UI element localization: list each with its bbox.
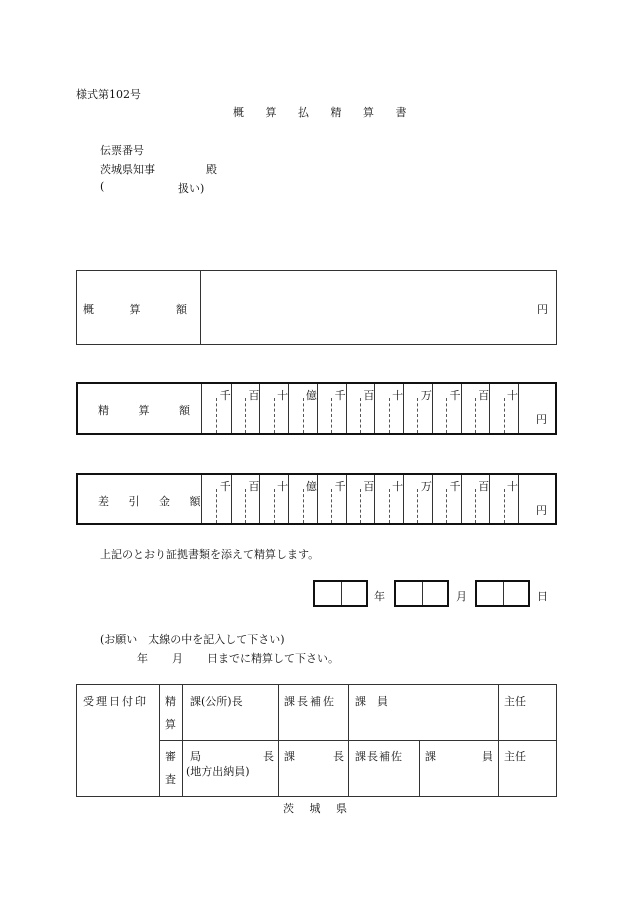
digit-place-label: 千 [334, 480, 346, 493]
day-label: 日 [537, 590, 548, 603]
digit-place-label: 千 [449, 480, 461, 493]
digit-subdivider [216, 398, 217, 433]
approx-amount-box [76, 270, 557, 345]
digit-divider [288, 475, 289, 523]
deadline-text: 日までに精算して下さい。 [207, 652, 339, 665]
audit-label-b: 査 [165, 773, 176, 786]
digit-divider [317, 384, 318, 433]
bureau-chief-label-b: 長 [263, 750, 274, 763]
supervisor-label-2: 主任 [504, 750, 526, 763]
digit-place-label: 千 [449, 389, 461, 402]
digit-divider [288, 384, 289, 433]
digit-divider [403, 384, 404, 433]
digit-divider [374, 384, 375, 433]
digit-divider [231, 475, 232, 523]
deadline-month: 月 [172, 652, 183, 665]
digit-place-label: 百 [248, 480, 260, 493]
digit-subdivider [303, 489, 304, 523]
difference-amount-label: 差 引 金 額 [98, 495, 209, 508]
digit-place-label: 十 [392, 389, 404, 402]
digit-divider [403, 475, 404, 523]
digit-divider [231, 384, 232, 433]
supervisor-label: 主任 [504, 695, 526, 708]
section-chief-label-b: 長 [333, 750, 344, 763]
digit-subdivider [475, 398, 476, 433]
section-chief-label-a: 課 [284, 750, 295, 763]
digit-subdivider [504, 398, 505, 433]
year-label: 年 [374, 590, 385, 603]
difference-amount-unit: 円 [536, 504, 547, 517]
digit-divider [489, 384, 490, 433]
digit-divider [432, 475, 433, 523]
settled-amount-label: 精 算 額 [98, 404, 203, 417]
digit-place-label: 百 [363, 389, 375, 402]
digit-subdivider [504, 489, 505, 523]
addressee: 茨城県知事 [100, 163, 155, 176]
digit-place-label: 千 [219, 389, 231, 402]
digit-place-label: 億 [305, 480, 317, 493]
digit-place-label: 百 [478, 480, 490, 493]
digit-place-label: 万 [420, 389, 432, 402]
bureau-chief-label-a: 局 [190, 750, 201, 763]
honorific: 殿 [206, 163, 217, 176]
approval-table [76, 684, 557, 797]
digit-place-label: 百 [363, 480, 375, 493]
digit-place-label: 十 [392, 480, 404, 493]
settle-label-b: 算 [165, 718, 176, 731]
digit-subdivider [274, 398, 275, 433]
digit-subdivider [446, 489, 447, 523]
staff-label-a: 課 [425, 750, 436, 763]
audit-label-a: 審 [165, 750, 176, 763]
digit-divider [317, 475, 318, 523]
digit-divider [259, 384, 260, 433]
unit-divider [518, 475, 519, 523]
handling-open: ( [100, 180, 105, 193]
request-note: (お願い 太線の中を記入して下さい) [100, 633, 285, 646]
digit-subdivider [303, 398, 304, 433]
slip-number-label: 伝票番号 [100, 144, 144, 157]
digit-divider [259, 475, 260, 523]
digit-subdivider [245, 489, 246, 523]
digit-place-label: 千 [334, 389, 346, 402]
digit-subdivider [417, 489, 418, 523]
digit-place-label: 十 [507, 389, 518, 402]
digit-divider [346, 475, 347, 523]
approx-amount-unit: 円 [537, 303, 548, 316]
deputy-chief-label: 課長補佐 [284, 695, 336, 708]
deadline-year: 年 [137, 652, 148, 665]
staff-label-b: 員 [482, 750, 493, 763]
settled-amount-unit: 円 [536, 413, 547, 426]
digit-divider [461, 475, 462, 523]
local-treasurer-label: (地方出納員) [186, 765, 250, 778]
month-label: 月 [456, 590, 467, 603]
digit-place-label: 万 [420, 480, 432, 493]
digit-divider [346, 384, 347, 433]
form-number: 様式第102号 [76, 88, 141, 101]
digit-divider [374, 475, 375, 523]
statement: 上記のとおり証拠書類を添えて精算します。 [100, 548, 320, 561]
digit-place-label: 百 [248, 389, 260, 402]
digit-place-label: 百 [478, 389, 490, 402]
digit-place-label: 十 [277, 480, 289, 493]
month-input[interactable] [394, 580, 449, 607]
settled-amount-box [76, 382, 557, 435]
digit-subdivider [245, 398, 246, 433]
approx-amount-input[interactable] [201, 271, 556, 344]
difference-amount-box [76, 473, 557, 525]
settle-label-a: 精 [165, 695, 176, 708]
page-title: 概 算 払 精 算 書 [233, 106, 416, 119]
unit-divider [518, 384, 519, 433]
digit-subdivider [274, 489, 275, 523]
digit-divider [432, 384, 433, 433]
deputy-chief-label-2: 課長補佐 [355, 750, 403, 763]
digit-subdivider [360, 398, 361, 433]
receipt-stamp-label: 受理日付印 [83, 695, 148, 708]
day-input[interactable] [475, 580, 530, 607]
footer-prefecture: 茨 城 県 [283, 802, 353, 815]
digit-subdivider [331, 398, 332, 433]
digit-subdivider [475, 489, 476, 523]
digit-subdivider [216, 489, 217, 523]
digit-subdivider [360, 489, 361, 523]
approx-amount-label: 概 算 額 [83, 303, 203, 316]
digit-subdivider [389, 398, 390, 433]
year-input[interactable] [313, 580, 368, 607]
digit-divider [489, 475, 490, 523]
digit-place-label: 十 [507, 480, 518, 493]
digit-place-label: 億 [305, 389, 317, 402]
digit-place-label: 千 [219, 480, 231, 493]
digit-place-label: 十 [277, 389, 289, 402]
digit-divider [461, 384, 462, 433]
digit-subdivider [446, 398, 447, 433]
handling-label: 扱い) [178, 182, 205, 195]
staff-label: 課 員 [355, 695, 388, 708]
section-chief-public-label: 課(公所)長 [190, 695, 243, 708]
digit-subdivider [417, 398, 418, 433]
digit-subdivider [331, 489, 332, 523]
digit-subdivider [389, 489, 390, 523]
